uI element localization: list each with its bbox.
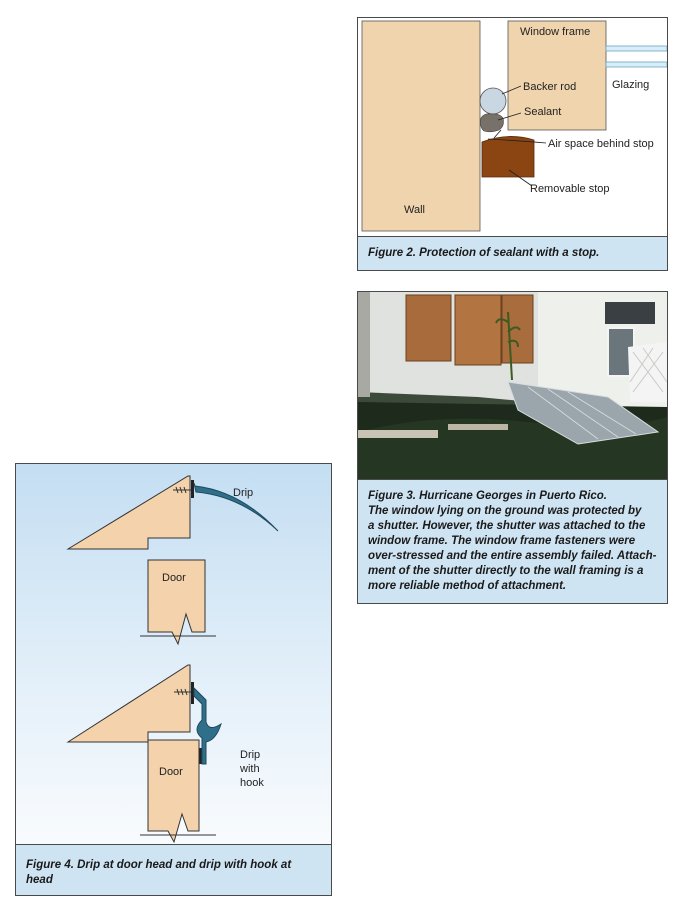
air-space-label: Air space behind stop: [548, 138, 654, 150]
door-label-top: Door: [162, 572, 186, 584]
plywood-shutter-1: [406, 295, 451, 361]
removable-stop-shape: [482, 136, 534, 177]
drip-label: Drip: [233, 487, 254, 499]
door-head-top: [68, 476, 190, 549]
caption-line: The window lying on the ground was protected by: [368, 505, 642, 517]
drip-hook-label-3: hook: [240, 777, 264, 789]
wall-label: Wall: [404, 204, 425, 216]
removable-stop-label: Removable stop: [530, 183, 610, 195]
door-label-bottom: Door: [159, 766, 183, 778]
figure-4-diagram: [16, 464, 331, 844]
caption-line: Figure 3. Hurricane Georges in Puerto Rico.: [368, 490, 608, 502]
sealant-shape: [480, 114, 503, 132]
hurricane-photo: [358, 292, 667, 479]
caption-line: window frame. The window frame fasteners were: [368, 535, 636, 547]
drip-hook-label-1: Drip: [240, 749, 261, 761]
window-frame-label: Window frame: [520, 26, 591, 38]
glazing-lines: [606, 46, 667, 67]
backer-rod-label: Backer rod: [523, 81, 577, 93]
door-head-bottom: [68, 665, 190, 742]
plywood-shutter-3: [502, 295, 533, 363]
wall-shape: [362, 21, 480, 231]
figure-2-diagram: [358, 18, 667, 236]
caption-line: over-stressed and the entire assembly failed. Attach-: [368, 550, 657, 562]
figure-4-panel: [15, 463, 332, 896]
figure-2-caption: Figure 2. Protection of sealant with a stop.: [358, 236, 667, 270]
figure-3-caption: [358, 479, 667, 603]
figure-2-panel: [357, 17, 668, 271]
figure-4-caption: Figure 4. Drip at door head and drip with hook at head: [16, 844, 331, 895]
sealant-label: Sealant: [524, 106, 562, 118]
drip-hook-label-2: with: [240, 763, 260, 775]
glazing-label: Glazing: [612, 79, 650, 91]
caption-line: ment of the shutter directly to the wall framing is a: [368, 565, 644, 577]
backer-rod-shape: [480, 88, 506, 114]
caption-line: a shutter. However, the shutter was attached to the: [368, 520, 646, 532]
figure-3-panel: [357, 291, 668, 604]
caption-line: more reliable method of attachment.: [368, 580, 567, 592]
plywood-shutter-2: [455, 295, 501, 365]
door-bottom: [148, 740, 199, 842]
